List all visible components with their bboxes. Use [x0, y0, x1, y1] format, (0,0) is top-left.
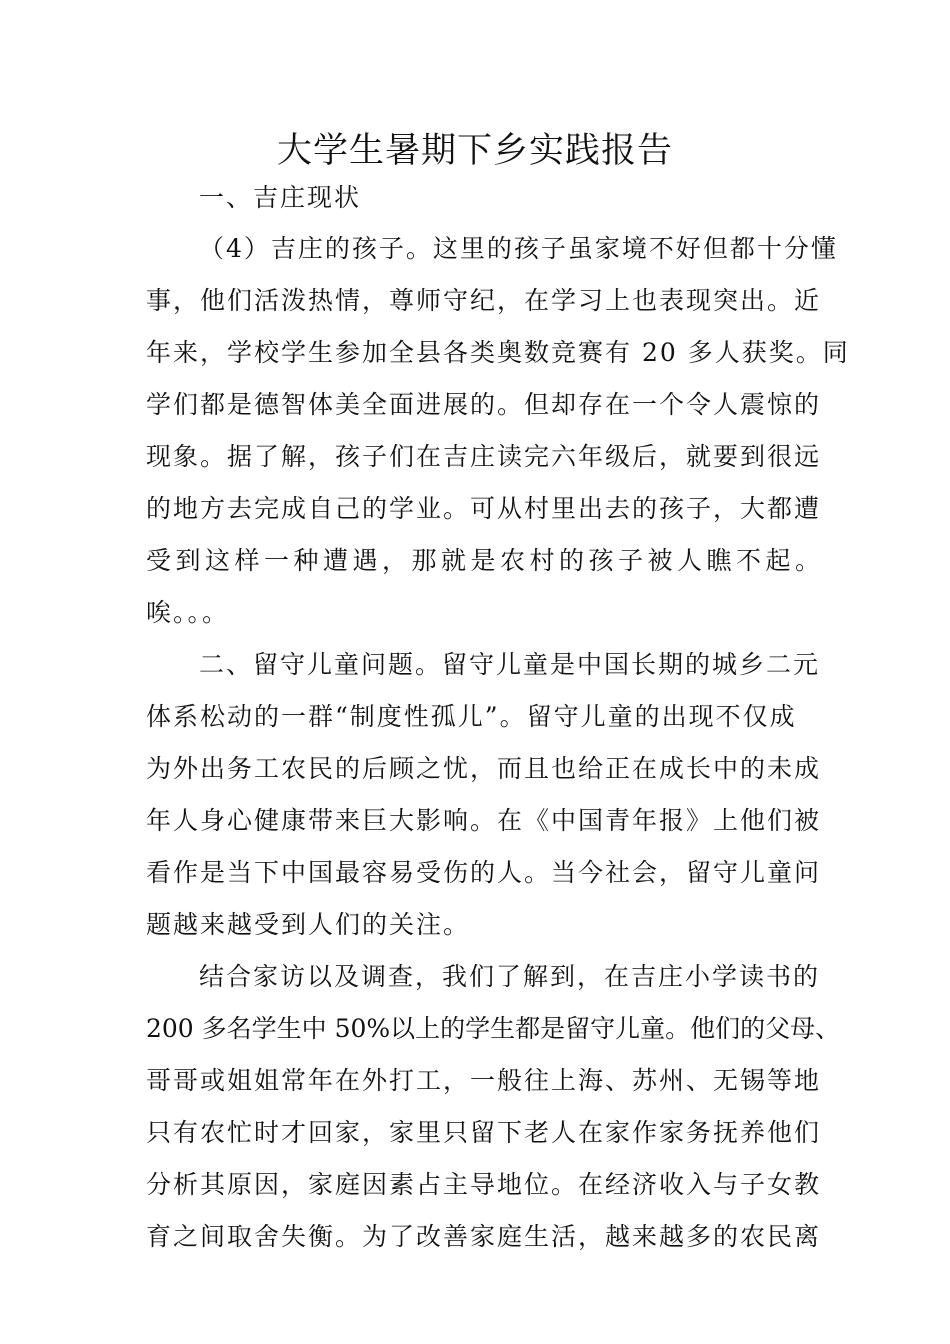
para1-line: （4）吉庄的孩子。这里的孩子虽家境不好但都十分懂 [199, 234, 838, 263]
para2-line: 为外出务工农民的后顾之忧，而且也给正在成长中的未成 [146, 754, 822, 783]
para2-line: 二、留守儿童问题。留守儿童是中国长期的城乡二元 [199, 650, 821, 679]
para1-line: 事，他们活泼热情，尊师守纪，在学习上也表现突出。近 [146, 286, 822, 315]
para2-line: 体系松动的一群“制度性孤儿”。留守儿童的出现不仅成 [146, 702, 797, 731]
document-title: 大学生暑期下乡实践报告 [276, 131, 673, 171]
para2-line: 看作是当下中国最容易受伤的人。当今社会，留守儿童问 [146, 858, 822, 887]
para1-line: 的地方去完成自己的学业。可从村里出去的孩子，大都遭 [146, 494, 822, 523]
para1-line: 年来，学校学生参加全县各类奥数竞赛有 20 多人获奖。同 [146, 338, 850, 367]
para1-line: 唉。。。 [146, 598, 230, 627]
para1-line: 学们都是德智体美全面进展的。但却存在一个令人震惊的 [146, 390, 822, 419]
para3-line: 分析其原因，家庭因素占主导地位。在经济收入与子女教 [146, 1170, 822, 1199]
para3-line: 育之间取舍失衡。为了改善家庭生活，越来越多的农民离 [146, 1222, 822, 1251]
para1-line: 受到这样一种遭遇，那就是农村的孩子被人瞧不起。 [146, 546, 825, 575]
para3-line: 结合家访以及调查，我们了解到，在吉庄小学读书的 [199, 962, 821, 991]
para2-line: 年人身心健康带来巨大影响。在《中国青年报》上他们被 [146, 806, 822, 835]
para3-line: 哥哥或姐姐常年在外打工，一般往上海、苏州、无锡等地 [146, 1066, 822, 1095]
section-heading: 一、吉庄现状 [199, 183, 362, 212]
para3-line: 只有农忙时才回家，家里只留下老人在家作家务抚养他们 [146, 1118, 822, 1147]
para1-line: 现象。据了解，孩子们在吉庄读完六年级后，就要到很远 [146, 442, 822, 471]
para2-line: 题越来越受到人们的关注。 [146, 910, 471, 939]
para3-line: 200 多名学生中 50%以上的学生都是留守儿童。他们的父母、 [146, 1014, 841, 1043]
